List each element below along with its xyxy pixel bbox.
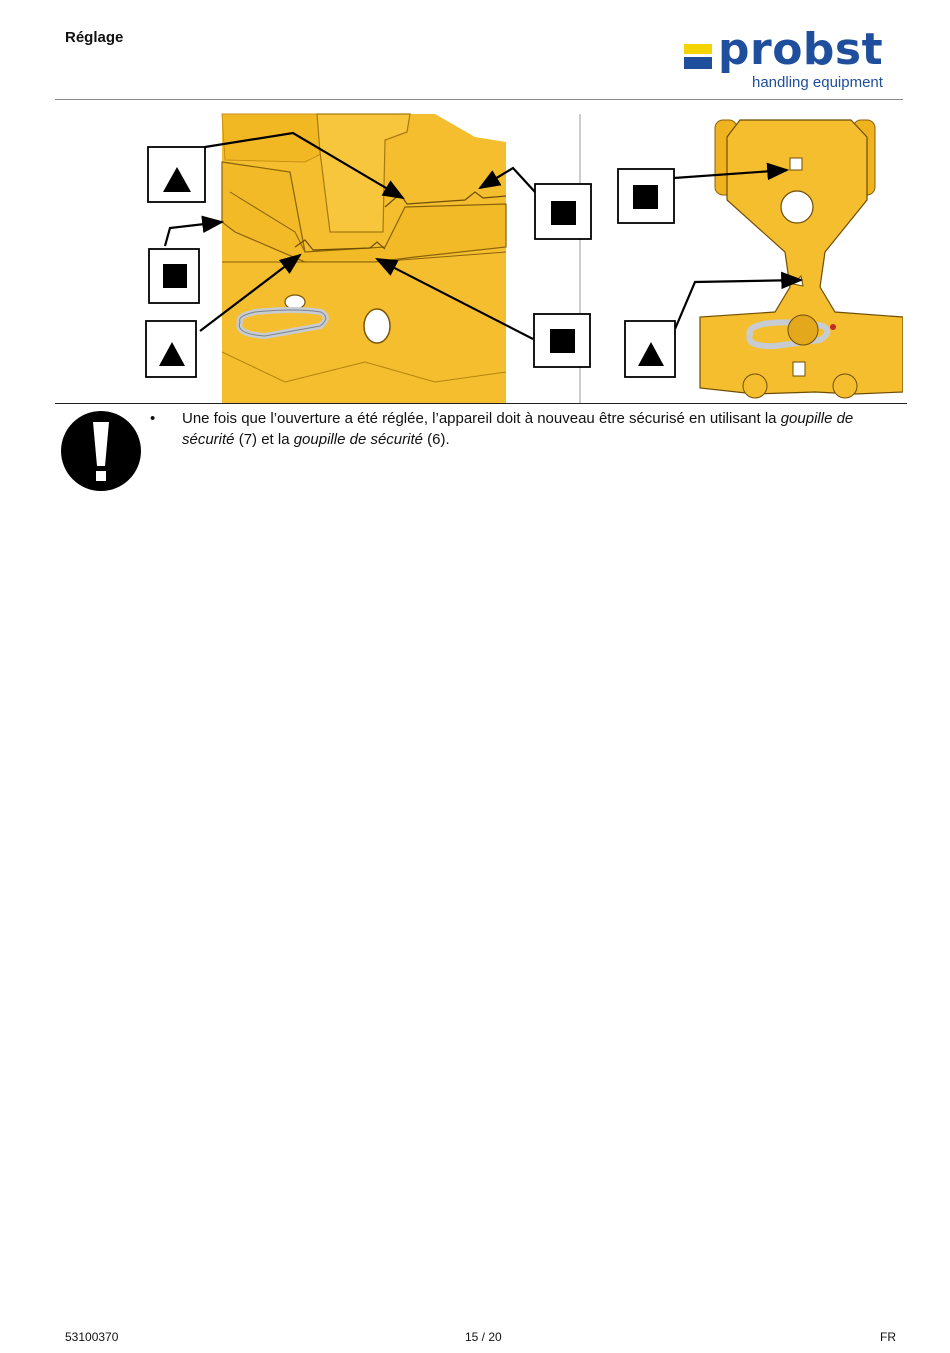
square-icon bbox=[633, 185, 658, 209]
note-text-part-1: Une fois que l’ouverture a été réglée, l’appareil doit à nouveau être sécurisé en utilisant la bbox=[182, 410, 781, 427]
footer-language: FR bbox=[880, 1330, 896, 1344]
note-term-2: goupille de sécurité bbox=[293, 431, 423, 448]
logo-mark-yellow bbox=[684, 44, 712, 54]
logo-wordmark: probst bbox=[718, 24, 884, 75]
callout-square-2 bbox=[535, 184, 591, 239]
left-detail-image bbox=[222, 114, 506, 403]
logo-mark-blue bbox=[684, 57, 712, 69]
adjustment-illustration bbox=[55, 112, 903, 404]
warning-exclamation-icon bbox=[60, 410, 142, 492]
square-icon bbox=[163, 264, 187, 288]
callout-square-1 bbox=[149, 249, 199, 303]
safety-note bbox=[150, 408, 890, 450]
note-text-part-3: (6). bbox=[422, 431, 450, 448]
square-icon bbox=[551, 201, 576, 225]
callout-triangle-1 bbox=[148, 147, 205, 202]
callout-square-4 bbox=[618, 169, 674, 223]
right-detail-image bbox=[700, 120, 903, 398]
footer-page-number: 15 / 20 bbox=[465, 1330, 502, 1344]
footer-document-number: 53100370 bbox=[65, 1330, 119, 1344]
section-title: Réglage bbox=[65, 29, 124, 46]
note-text bbox=[182, 408, 890, 450]
note-term-1: goupille de sécurité bbox=[182, 410, 854, 448]
square-icon bbox=[550, 329, 575, 353]
probst-logo bbox=[682, 24, 897, 94]
logo-tagline: handling equipment bbox=[752, 74, 883, 91]
note-text-part-2: (7) et la bbox=[234, 431, 294, 448]
header-divider bbox=[55, 99, 903, 100]
callout-triangle-2 bbox=[146, 321, 196, 377]
callout-square-3 bbox=[534, 314, 590, 367]
callout-triangle-3 bbox=[625, 321, 675, 377]
bullet-point: • bbox=[150, 410, 156, 427]
figure-divider bbox=[55, 403, 907, 404]
